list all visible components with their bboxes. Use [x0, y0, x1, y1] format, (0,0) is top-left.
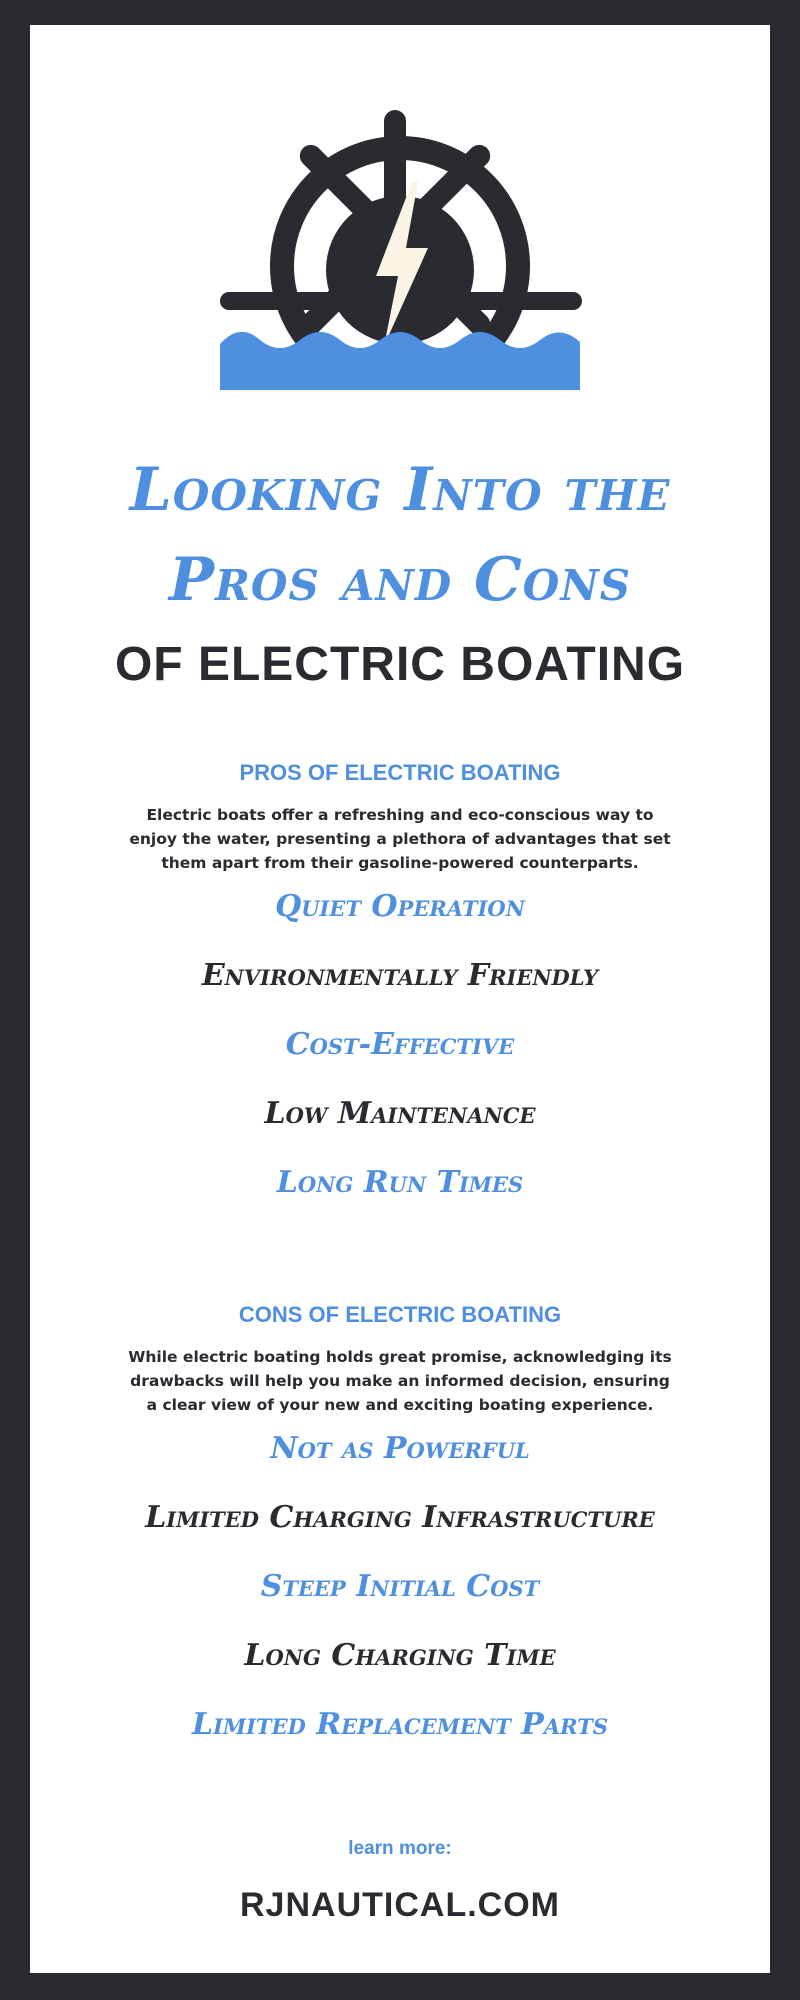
title-line-3: OF ELECTRIC BOATING [114, 638, 686, 691]
pros-item-long-run-times: Long Run Times [276, 1165, 524, 1200]
title-line-2: Pros and Cons [168, 545, 632, 615]
cons-item-limited-charging-infrastructure: Limited Charging Infrastructure [145, 1500, 655, 1535]
learn-more-label: learn more: [348, 1838, 452, 1859]
cons-intro: While electric boating holds great promise, acknowledging its drawbacks will help you make an informed decision, ensuring a clear view of your new and exciting boating experience. [128, 1348, 672, 1414]
infographic-card [30, 25, 770, 1973]
pros-item-cost-effective: Cost-Effective [285, 1027, 515, 1062]
website-link[interactable]: RJNAUTICAL.COM [240, 1886, 560, 1924]
cons-heading: CONS OF ELECTRIC BOATING [238, 1302, 562, 1327]
cons-item-long-charging-time: Long Charging Time [244, 1638, 556, 1673]
pros-item-quiet-operation: Quiet Operation [275, 889, 525, 924]
ship-wheel-lightning-icon [218, 90, 582, 390]
pros-item-low-maintenance: Low Maintenance [264, 1096, 536, 1131]
cons-item-not-as-powerful: Not as Powerful [270, 1431, 530, 1466]
pros-item-environmentally-friendly: Environmentally Friendly [201, 958, 599, 993]
pros-intro: Electric boats offer a refreshing and eco-conscious way to enjoy the water, presenting a plethora of advantages that set them apart from their gasoline-powered counterparts. [129, 806, 671, 872]
cons-item-limited-replacement-parts: Limited Replacement Parts [191, 1707, 609, 1742]
pros-heading: PROS OF ELECTRIC BOATING [239, 760, 561, 785]
cons-item-steep-initial-cost: Steep Initial Cost [260, 1569, 540, 1604]
title-line-1: Looking Into the [129, 455, 671, 525]
